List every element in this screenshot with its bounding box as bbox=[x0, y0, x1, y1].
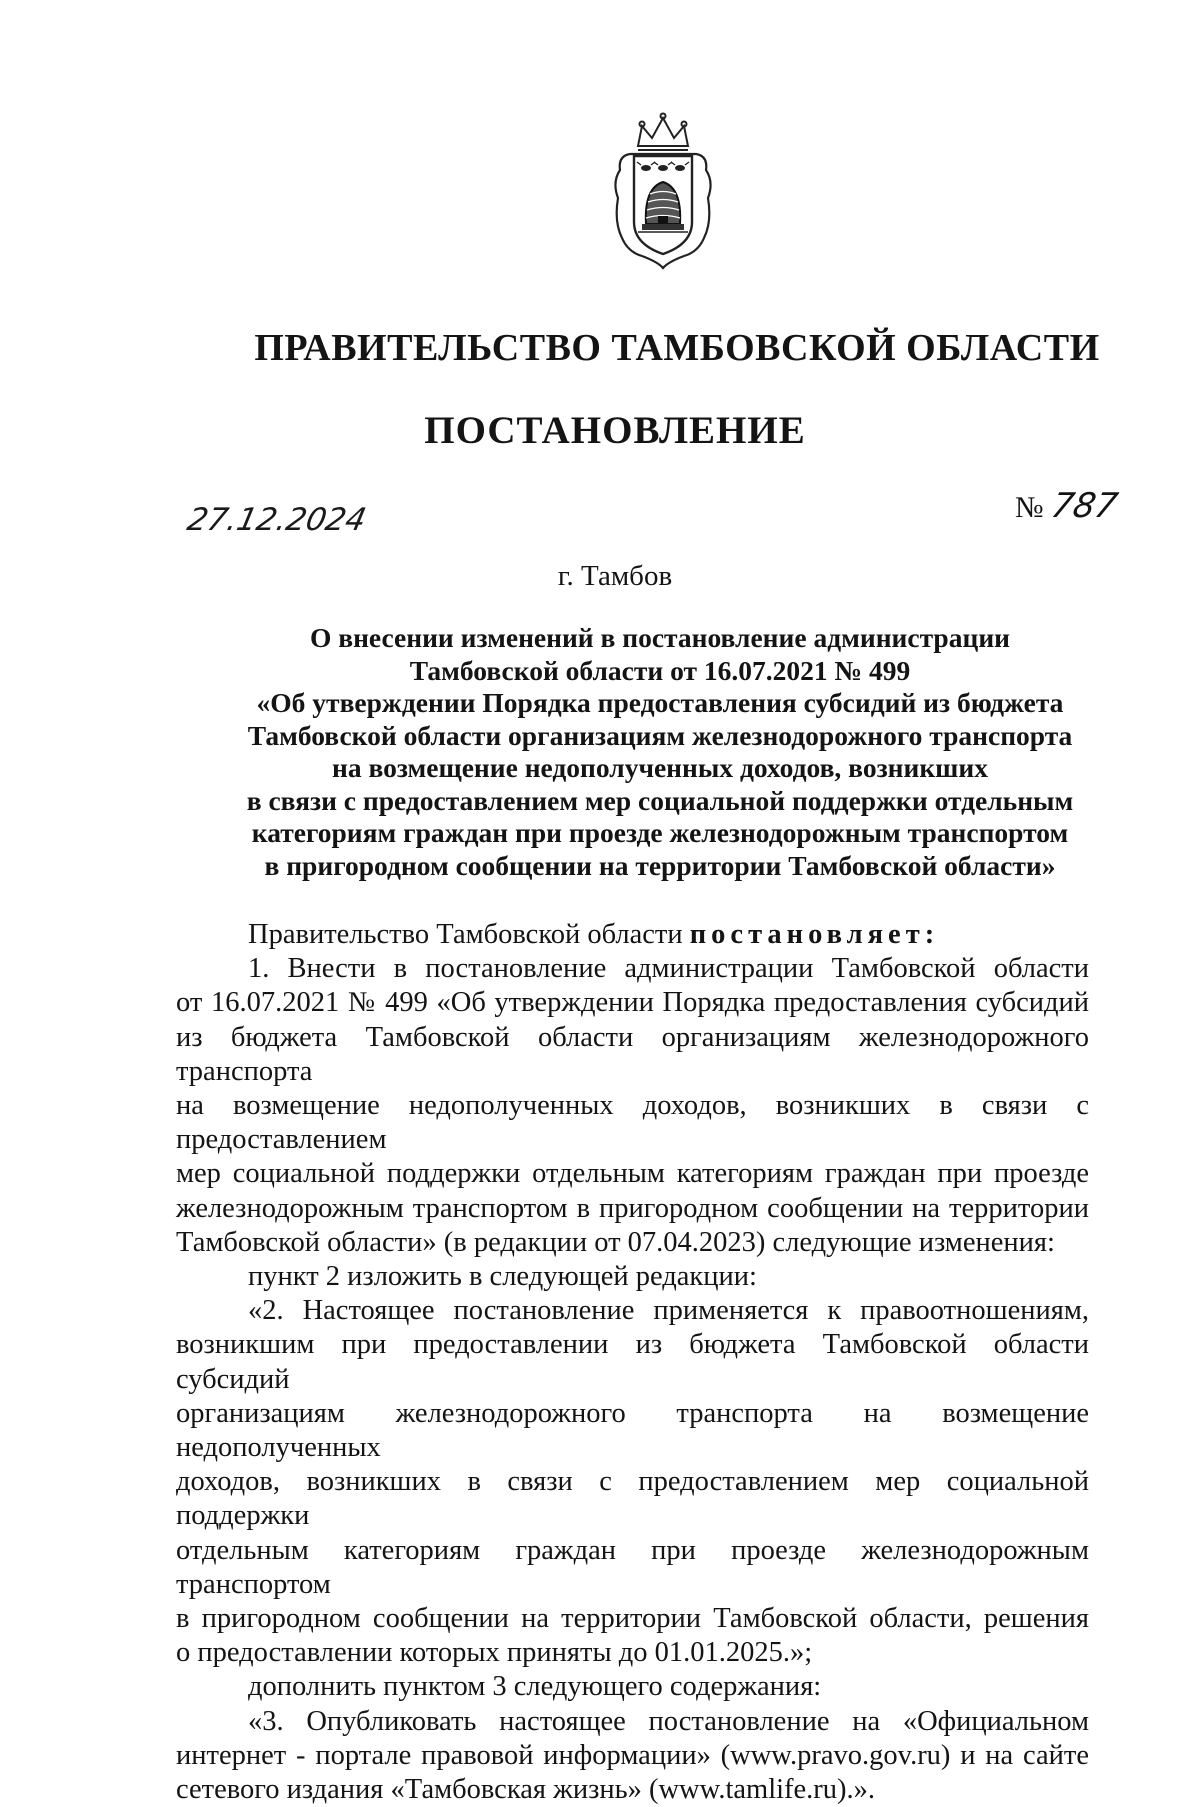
paragraph-line: возникшим при предоставлении из бюджета Тамбовской области субсидий bbox=[176, 1329, 1089, 1395]
heading-line: на возмещение недополученных доходов, возникших bbox=[332, 752, 988, 783]
heading-line: О внесении изменений в постановление администрации bbox=[309, 622, 1011, 653]
paragraph-line: на возмещение недополученных доходов, возникших в связи с предоставлением bbox=[176, 1090, 1089, 1156]
paragraph-line: «2. Настоящее постановление применяется к правоотношениям, bbox=[248, 1295, 1089, 1327]
paragraph-line: мер социальной поддержки отдельным категориям граждан при проезде bbox=[176, 1158, 1089, 1190]
paragraph-4: дополнить пунктом 3 следующего содержания: bbox=[248, 1671, 822, 1703]
tambov-coat-of-arms-icon bbox=[608, 112, 718, 272]
paragraph-line: 1. Внести в постановление администрации Тамбовской области bbox=[248, 953, 1089, 985]
heading-line: Тамбовской области от 16.07.2021 № 499 bbox=[409, 654, 911, 686]
paragraph-line: железнодорожным транспортом в пригородном сообщении на территории bbox=[176, 1192, 1089, 1224]
intro-text: Правительство Тамбовской области bbox=[248, 919, 683, 950]
paragraph-1 bbox=[176, 952, 1089, 1260]
heading-line: в пригородном сообщении на территории Тамбовской области» bbox=[264, 849, 1056, 881]
paragraph-line: от 16.07.2021 № 499 «Об утверждении Порядка предоставления субсидий bbox=[176, 987, 1089, 1019]
paragraph-2: пункт 2 изложить в следующей редакции: bbox=[248, 1261, 757, 1293]
heading-line: категориям граждан при проезде железнодорожным транспортом bbox=[251, 817, 1069, 848]
document-body bbox=[176, 918, 1089, 1807]
document-number bbox=[1015, 486, 1121, 526]
intro-paragraph bbox=[176, 918, 1089, 952]
government-title: ПРАВИТЕЛЬСТВО ТАМБОВСКОЙ ОБЛАСТИ bbox=[254, 327, 1100, 369]
paragraph-line: «3. Опубликовать настоящее постановление на «Официальном bbox=[248, 1705, 1089, 1737]
heading-line: Тамбовской области организациям железнодорожного транспорта bbox=[247, 719, 1073, 751]
paragraph-line: организациям железнодорожного транспорта на возмещение недополученных bbox=[176, 1397, 1089, 1464]
document-heading bbox=[220, 622, 1100, 882]
paragraph-line: о предоставлении которых приняты до 01.01.2025.»; bbox=[176, 1637, 813, 1669]
paragraph-3 bbox=[176, 1294, 1089, 1670]
number-prefix: № bbox=[1015, 491, 1044, 524]
city: г. Тамбов bbox=[557, 560, 673, 592]
paragraph-line: из бюджета Тамбовской области организациям железнодорожного транспорта bbox=[176, 1021, 1089, 1087]
paragraph-line: в пригородном сообщении на территории Тамбовской области, решения bbox=[176, 1603, 1089, 1635]
intro-verb: постановляет: bbox=[689, 919, 940, 950]
document-type: ПОСТАНОВЛЕНИЕ bbox=[424, 409, 806, 452]
paragraph-line: доходов, возникших в связи с предоставлением мер социальной поддержки bbox=[176, 1466, 1089, 1532]
paragraph-line: Тамбовской области» (в редакции от 07.04.2023) следующие изменения: bbox=[176, 1226, 1055, 1258]
paragraph-line: интернет - портале правовой информации» (www.pravo.gov.ru) и на сайте bbox=[176, 1739, 1089, 1771]
heading-line: в связи с предоставлением мер социальной поддержки отдельным bbox=[246, 784, 1074, 816]
heading-line: «Об утверждении Порядка предоставления субсидий из бюджета bbox=[256, 687, 1064, 718]
document-date: 27.12.2024 bbox=[184, 502, 370, 538]
number-value: 787 bbox=[1047, 486, 1121, 526]
paragraph-5 bbox=[176, 1705, 1089, 1807]
paragraph-line: сетевого издания «Тамбовская жизнь» (www.tamlife.ru).». bbox=[176, 1774, 876, 1806]
paragraph-line: отдельным категориям граждан при проезде железнодорожным транспортом bbox=[176, 1534, 1089, 1600]
